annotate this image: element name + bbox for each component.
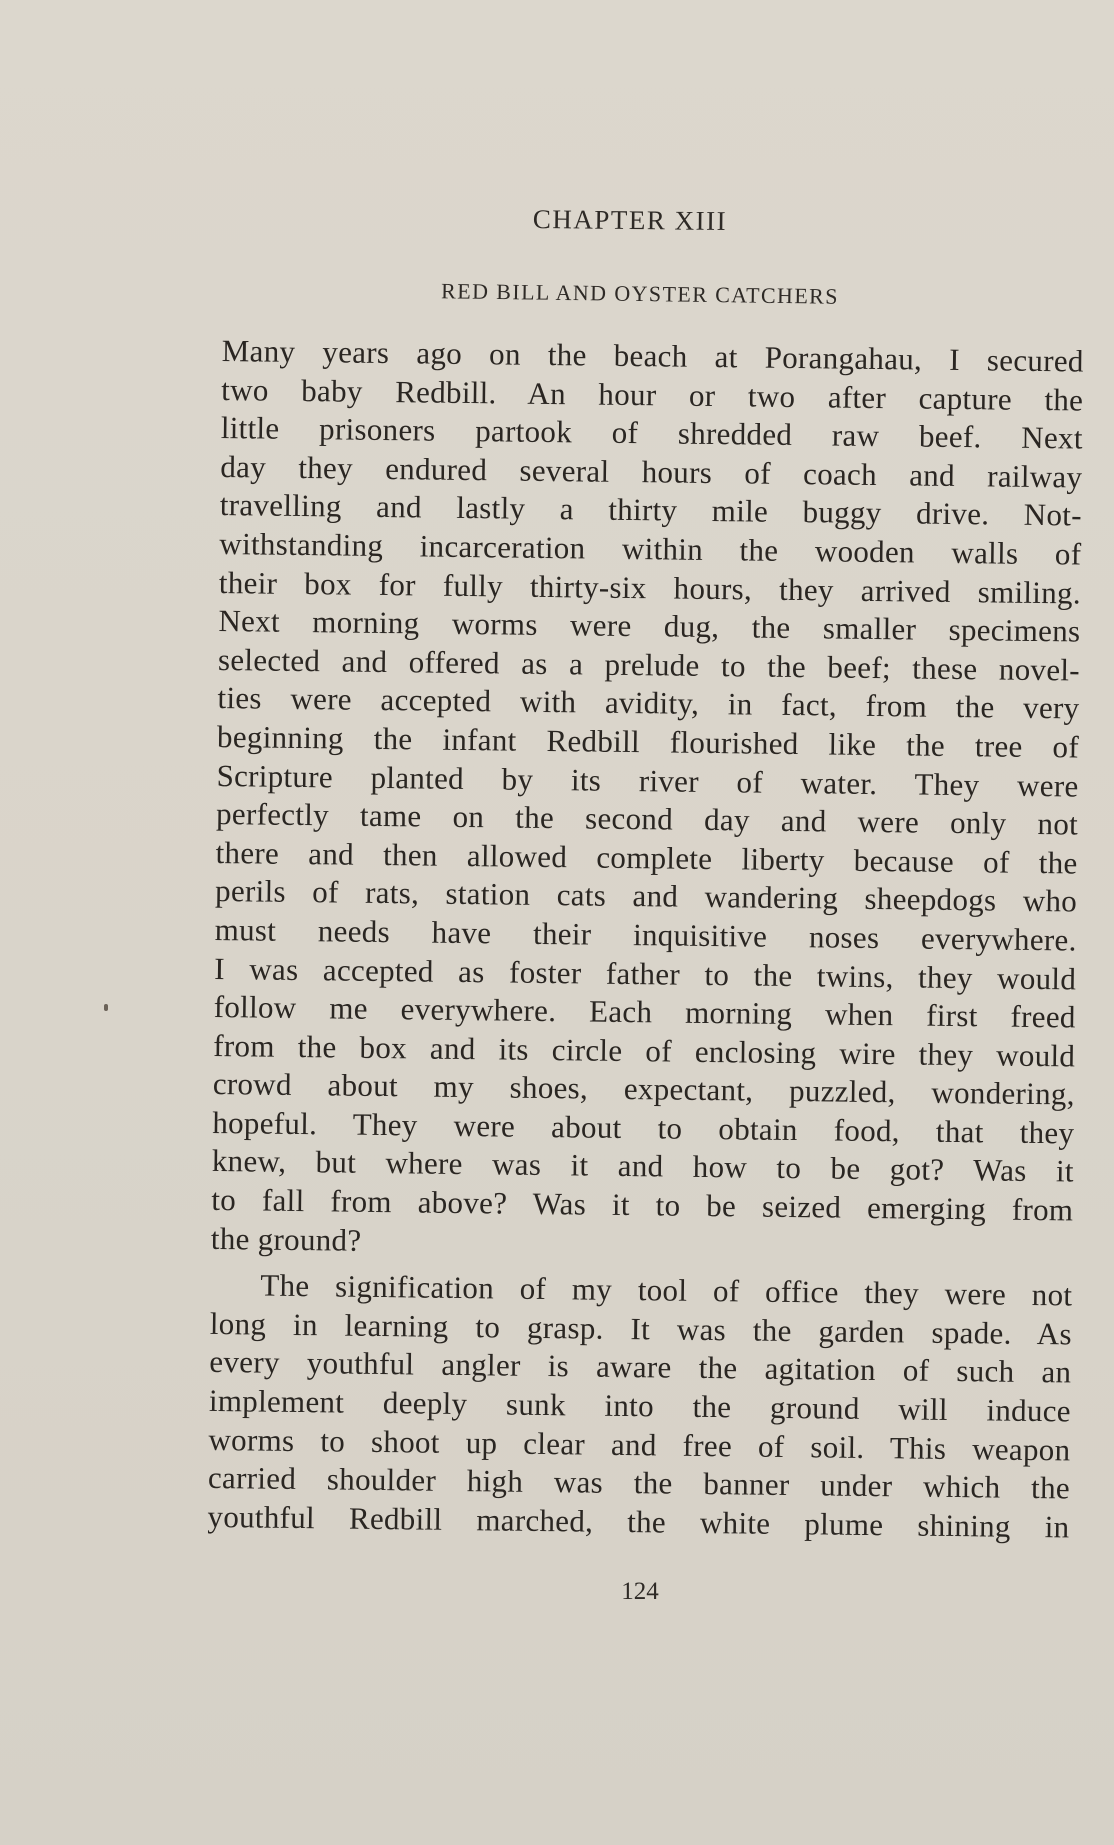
text-line: beginning the infant Redbill flourished like the tree of — [216, 718, 1080, 765]
text-line: knew, but where was it and how to be got? Was it — [211, 1143, 1075, 1189]
text-line: follow me everywhere. Each morning when first freed — [213, 989, 1076, 1035]
text-line: to fall from above? Was it to be seized emerging from — [211, 1181, 1074, 1228]
text-line: from the box and its circle of enclosing wire they would — [213, 1027, 1076, 1074]
text-line: the ground? — [210, 1220, 362, 1258]
text-line: crowd about my shoes, expectant, puzzled, wondering, — [212, 1066, 1075, 1112]
text-line: The signification of my tool of office they were not — [260, 1267, 1073, 1313]
text-line: every youthful angler is aware the agitation of such an — [209, 1344, 1072, 1390]
text-line: long in learning to grasp. It was the garden spade. As — [209, 1305, 1073, 1352]
text-line: there and then allowed complete liberty because of the — [215, 834, 1078, 881]
paper-speck — [104, 1004, 108, 1011]
text-line: their box for fully thirty-six hours, they arrived smiling. — [218, 564, 1082, 611]
text-line: Scripture planted by its river of water. They were — [216, 757, 1079, 804]
text-line: I was accepted as foster father to the twins, they would — [214, 950, 1077, 996]
chapter-heading: CHAPTER XIII — [532, 203, 728, 237]
text-line: must needs have their inquisitive noses everywhere. — [214, 911, 1077, 958]
body-text — [207, 332, 1084, 1547]
text-line: hopeful. They were about to obtain food, that they — [212, 1104, 1075, 1151]
text-line: Many years ago on the beach at Porangahau, I secured — [221, 332, 1084, 379]
page-number: 124 — [621, 1578, 659, 1605]
text-line: little prisoners partook of shredded raw beef. Next — [220, 410, 1083, 456]
text-line: two baby Redbill. An hour or two after capture the — [221, 371, 1084, 418]
text-line: perils of rats, station cats and wandering sheepdogs who — [214, 873, 1078, 919]
text-line: perfectly tame on the second day and were only not — [215, 796, 1079, 842]
text-line: day they endured several hours of coach and railway — [220, 448, 1083, 495]
text-line: implement deeply sunk into the ground will induce — [208, 1382, 1072, 1429]
text-line: youthful Redbill marched, the white plume shining in — [207, 1498, 1070, 1545]
text-line: ties were accepted with avidity, in fact, from the very — [217, 680, 1080, 726]
text-line: carried shoulder high was the banner under which the — [207, 1460, 1071, 1506]
text-line: worms to shoot up clear and free of soil. This weapon — [208, 1421, 1071, 1468]
text-line: selected and offered as a prelude to the beef; these novel- — [217, 641, 1081, 688]
chapter-title: RED BILL AND OYSTER CATCHERS — [440, 278, 840, 309]
text-line: travelling and lastly a thirty mile buggy drive. Not- — [219, 487, 1083, 533]
text-line: Next morning worms were dug, the smaller specimens — [218, 603, 1081, 649]
text-line: withstanding incarceration within the wooden walls of — [219, 525, 1082, 572]
